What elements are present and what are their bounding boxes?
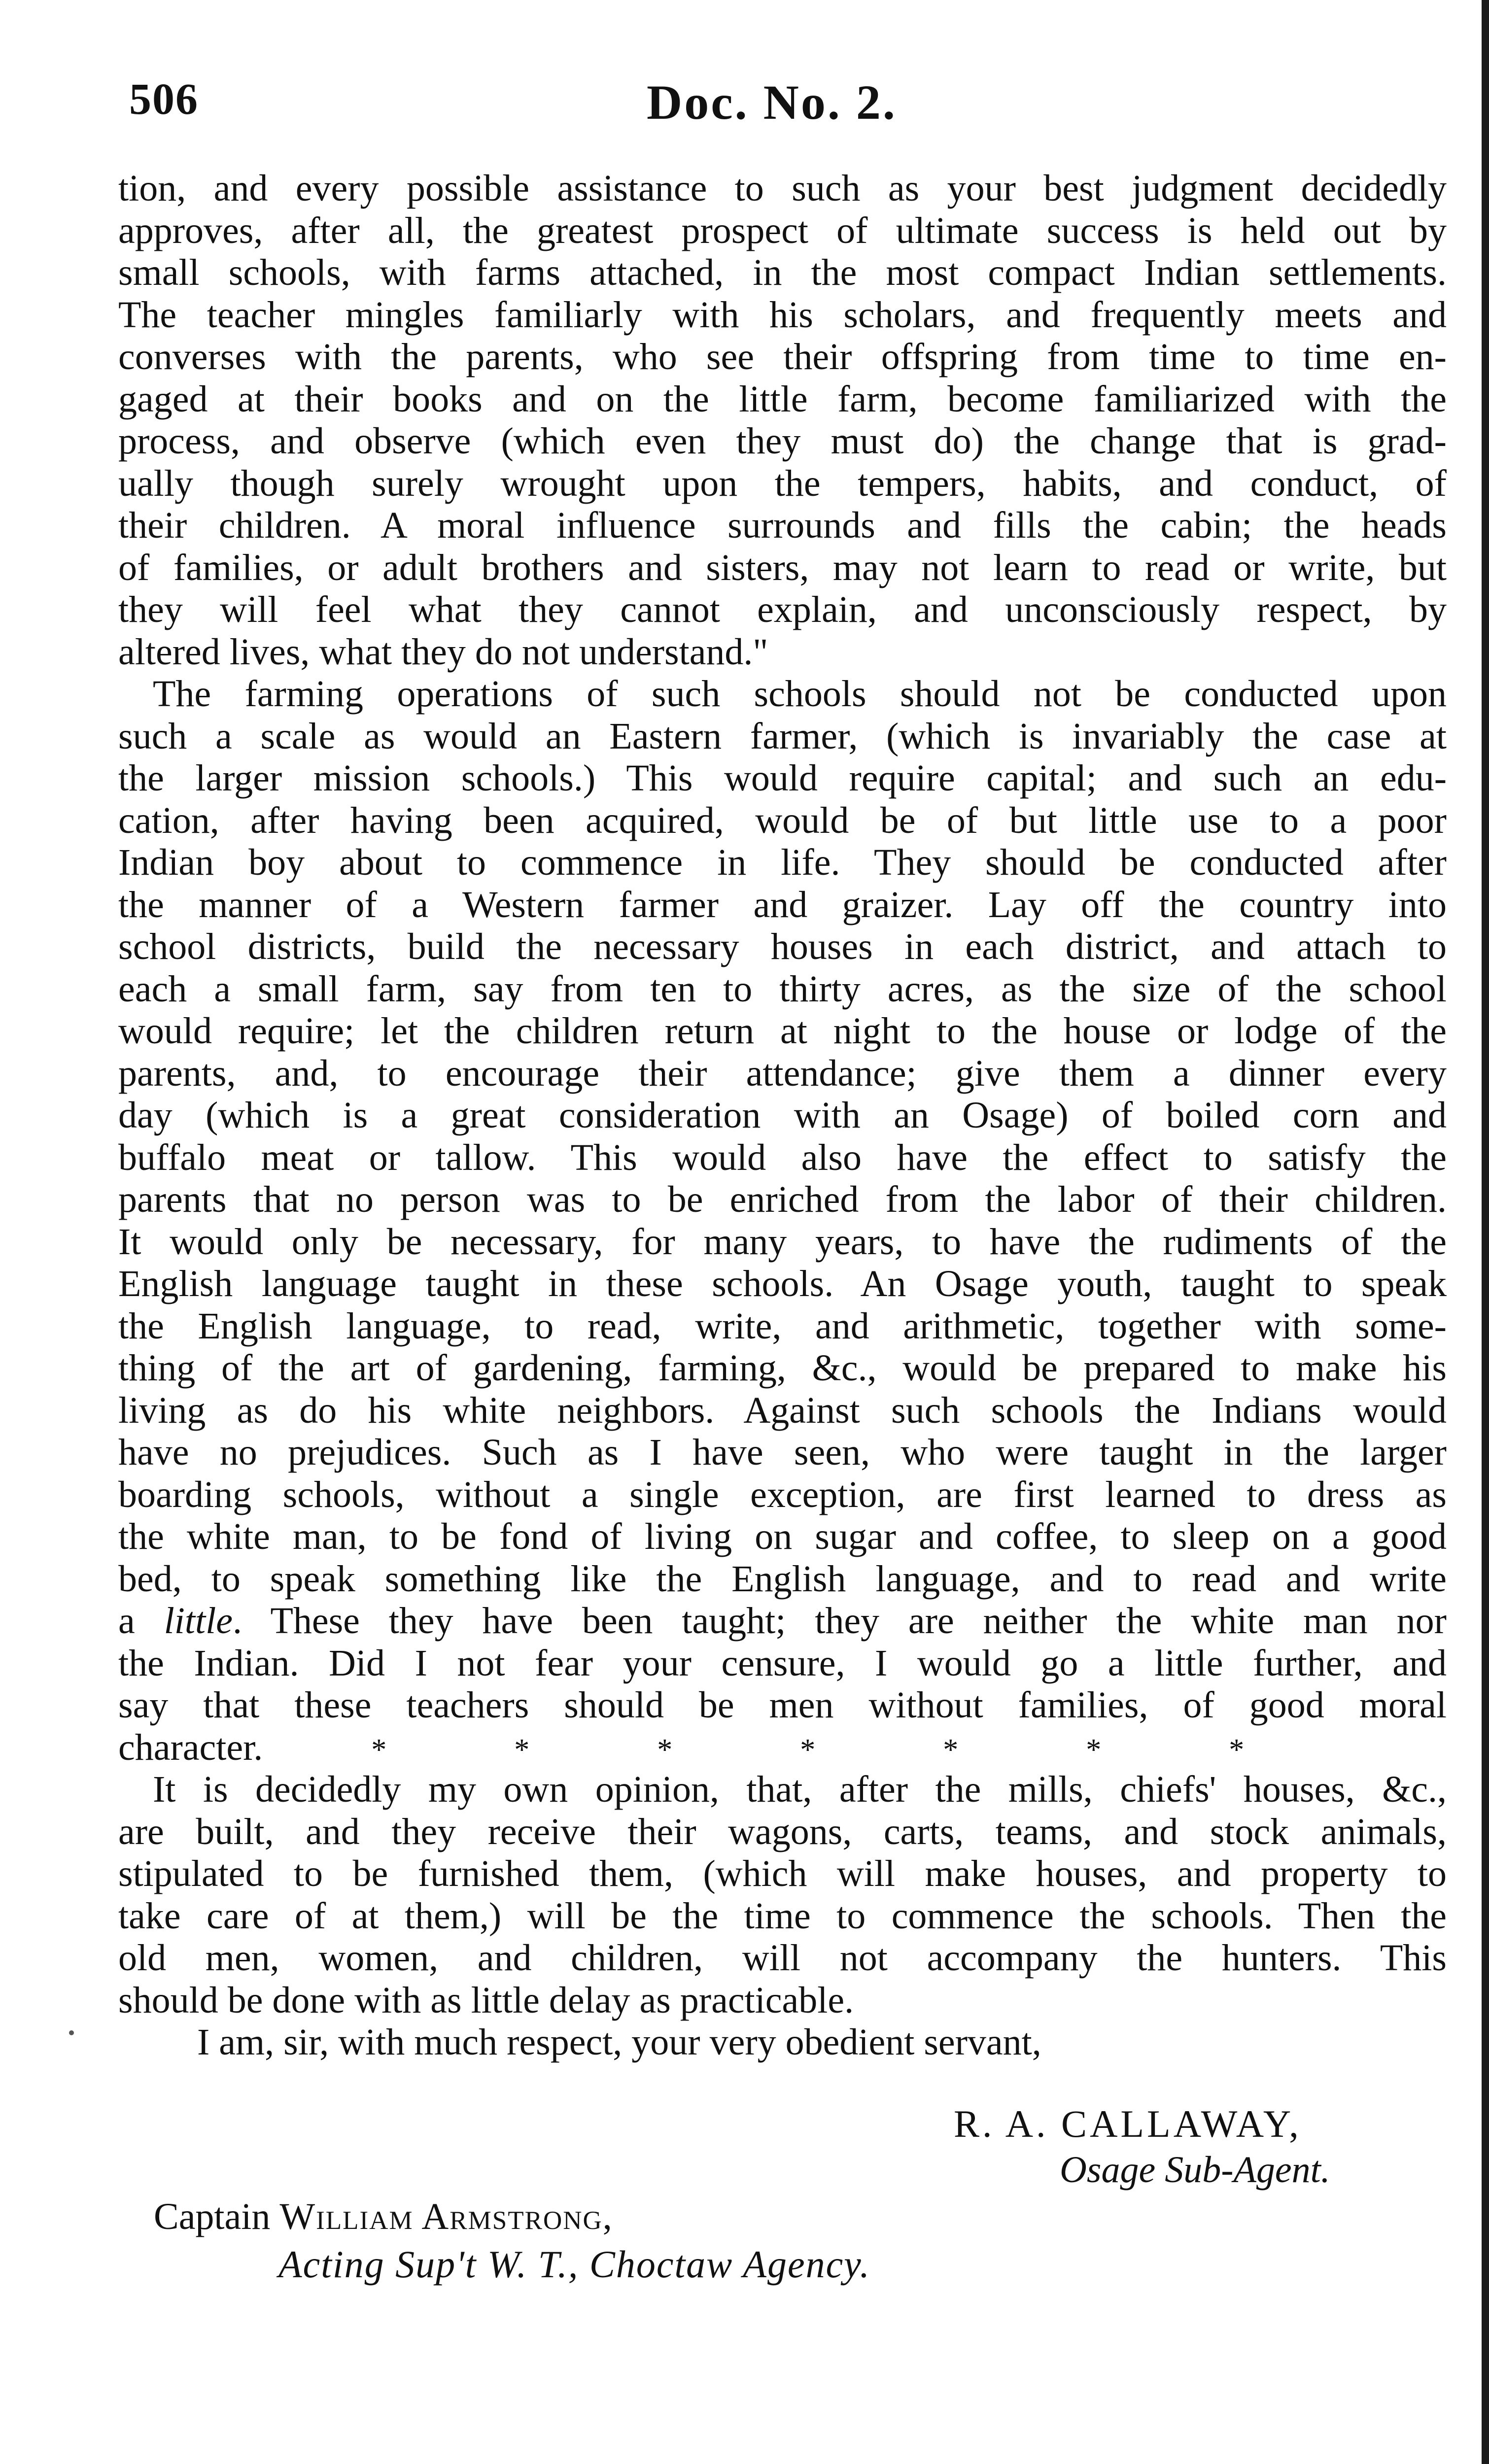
text-line: the Indian. Did I not fear your censure, I would go a little further, and — [118, 1642, 1447, 1684]
text-line-content: character. — [118, 1726, 263, 1768]
text-line: living as do his white neighbors. Against such schools the Indians would — [118, 1389, 1447, 1431]
text-line: take care of at them,) will be the time to commence the schools. Then the — [118, 1895, 1447, 1937]
asterisk: * — [800, 1733, 816, 1767]
addressee-name: William Armstrong, — [279, 2196, 613, 2237]
text-line: a little. These they have been taught; they are neither the white man nor — [118, 1600, 1447, 1642]
print-speck — [69, 2030, 74, 2035]
addressee-title: Acting Sup't W. T., Choctaw Agency. — [278, 2243, 870, 2286]
text-line: parents that no person was to be enriched from the labor of their children. — [118, 1179, 1447, 1220]
page-edge-rule — [1482, 0, 1489, 2464]
text-line: boarding schools, without a single exception, are first learned to dress as — [118, 1473, 1447, 1515]
closing-line: I am, sir, with much respect, your very obedient servant, — [197, 2021, 1041, 2063]
text-line: approves, after all, the greatest prospect of ultimate success is held out by — [118, 209, 1447, 251]
text-line: thing of the art of gardening, farming, &c., would be prepared to make his — [118, 1347, 1447, 1389]
text-line: The farming operations of such schools should not be conducted upon — [153, 673, 1447, 715]
text-line: the white man, to be fond of living on sugar and coffee, to sleep on a good — [118, 1516, 1447, 1557]
signature-name: R. A. CALLAWAY, — [954, 2102, 1302, 2145]
text-line: would require; let the children return at night to the house or lodge of the — [118, 1010, 1447, 1052]
asterisk: * — [514, 1733, 530, 1767]
text-line: the English language, to read, write, and arithmetic, together with some- — [118, 1305, 1447, 1347]
text-line: are built, and they receive their wagons, carts, teams, and stock animals, — [118, 1811, 1447, 1852]
text-line: school districts, build the necessary houses in each district, and attach to — [118, 926, 1447, 967]
asterisk: * — [371, 1733, 387, 1767]
addressee-prefix: Captain — [154, 2196, 271, 2237]
text-line: It would only be necessary, for many years, to have the rudiments of the — [118, 1221, 1447, 1263]
running-head: Doc. No. 2. — [647, 75, 897, 130]
text-line: old men, women, and children, will not accompany the hunters. This — [118, 1937, 1447, 1979]
text-line: of families, or adult brothers and sisters, may not learn to read or write, but — [118, 547, 1447, 588]
emphasis: little — [164, 1600, 233, 1642]
asterisk-ellipsis — [371, 1727, 1244, 1772]
text-line: they will feel what they cannot explain, and unconsciously respect, by — [118, 589, 1447, 630]
text-line: converses with the parents, who see their offspring from time to time en- — [118, 336, 1447, 377]
text-line: process, and observe (which even they must do) the change that is grad- — [118, 420, 1447, 462]
text-line: stipulated to be furnished them, (which will make houses, and property to — [118, 1853, 1447, 1894]
text-line: The teacher mingles familiarly with his scholars, and frequently meets and — [118, 294, 1447, 336]
text-line: ually though surely wrought upon the tempers, habits, and conduct, of — [118, 462, 1447, 504]
addressee-line — [154, 2195, 613, 2238]
text-line: each a small farm, say from ten to thirty acres, as the size of the school — [118, 968, 1447, 1010]
page-number: 506 — [129, 75, 199, 124]
asterisk: * — [943, 1733, 959, 1767]
text-line: tion, and every possible assistance to such as your best judgment decidedly — [118, 168, 1447, 209]
body-text — [118, 168, 1447, 2064]
text-line: their children. A moral influence surrounds and fills the cabin; the heads — [118, 505, 1447, 546]
text-line: buffalo meat or tallow. This would also have the effect to satisfy the — [118, 1136, 1447, 1178]
text-line: small schools, with farms attached, in the most compact Indian settlements. — [118, 252, 1447, 293]
signature-title: Osage Sub-Agent. — [1060, 2149, 1330, 2190]
text-line — [118, 1727, 1447, 1769]
page-header — [129, 74, 1450, 143]
text-line: the manner of a Western farmer and graizer. Lay off the country into — [118, 884, 1447, 925]
asterisk: * — [657, 1733, 673, 1767]
asterisk: * — [1086, 1733, 1102, 1767]
text-line: Indian boy about to commence in life. They should be conducted after — [118, 842, 1447, 883]
text-line: such a scale as would an Eastern farmer, (which is invariably the case at — [118, 715, 1447, 757]
text-line: altered lives, what they do not understand." — [118, 631, 768, 673]
text-line: cation, after having been acquired, would be of but little use to a poor — [118, 799, 1447, 841]
text-line: the larger mission schools.) This would require capital; and such an edu- — [118, 757, 1447, 799]
asterisk: * — [1229, 1733, 1245, 1767]
text-line: day (which is a great consideration with an Osage) of boiled corn and — [118, 1095, 1447, 1136]
text-line: bed, to speak something like the English language, and to read and write — [118, 1558, 1447, 1600]
text-line: gaged at their books and on the little farm, become familiarized with the — [118, 378, 1447, 420]
text-line: have no prejudices. Such as I have seen, who were taught in the larger — [118, 1432, 1447, 1473]
text-line: It is decidedly my own opinion, that, after the mills, chiefs' houses, &c., — [153, 1769, 1447, 1810]
text-line: should be done with as little delay as practicable. — [118, 1979, 854, 2021]
text-line: parents, and, to encourage their attendance; give them a dinner every — [118, 1052, 1447, 1094]
text-line: English language taught in these schools. An Osage youth, taught to speak — [118, 1263, 1447, 1304]
text-line: say that these teachers should be men without families, of good moral — [118, 1684, 1447, 1726]
